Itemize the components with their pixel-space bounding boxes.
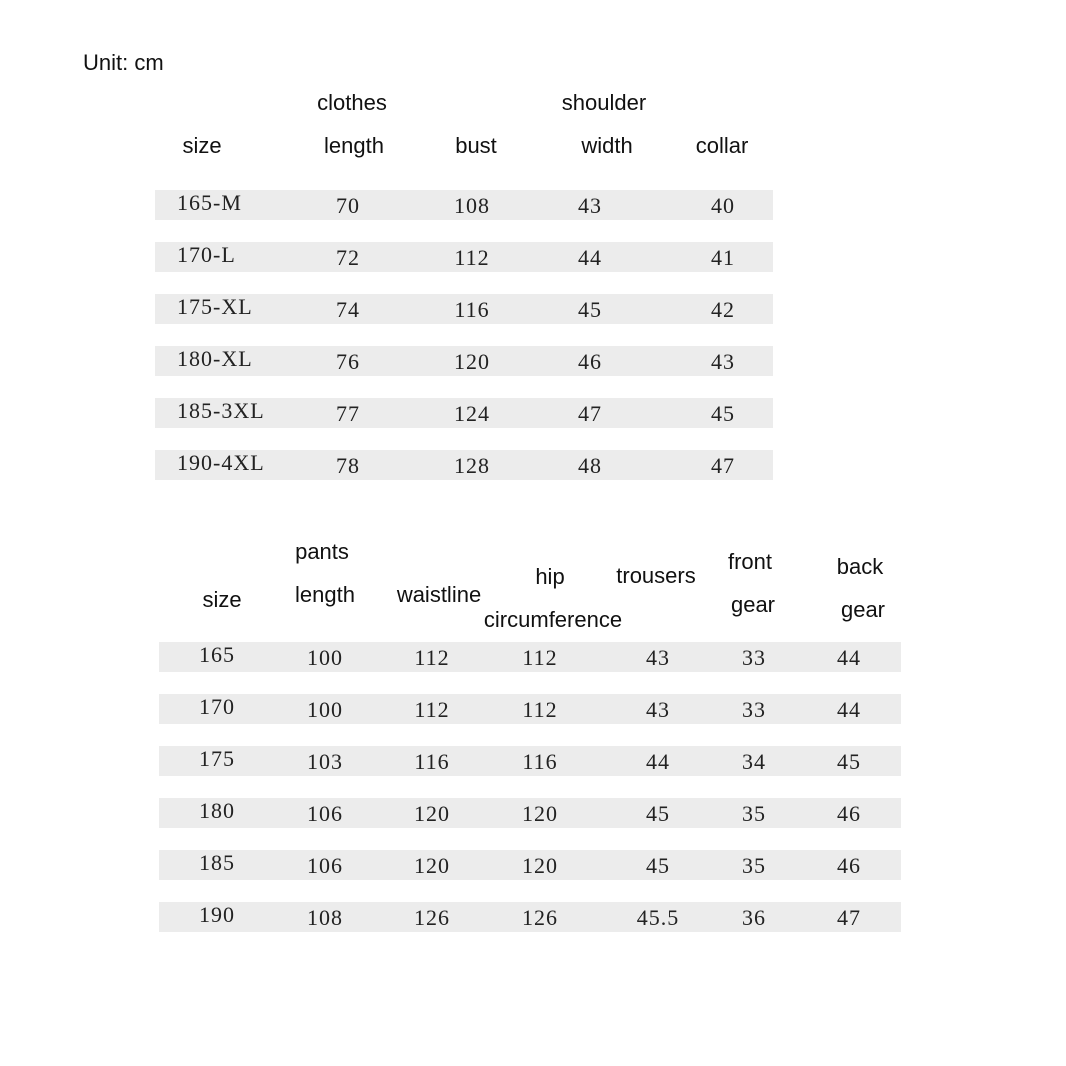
table-cell: 46 xyxy=(837,853,861,878)
bottom-header-back: back xyxy=(836,554,884,579)
table-cell: 120 xyxy=(414,801,450,826)
table-cell: 185-3XL xyxy=(177,398,265,423)
bottom-header-hip: hip xyxy=(535,564,565,589)
table-cell: 175 xyxy=(199,746,235,771)
table-cell: 128 xyxy=(454,453,490,478)
table-cell: 180 xyxy=(199,798,235,823)
table-cell: 112 xyxy=(414,697,450,722)
table-cell: 41 xyxy=(711,245,735,270)
table-cell: 112 xyxy=(522,645,558,670)
bottom-header-waistline: waistline xyxy=(396,582,482,607)
top-header-size: size xyxy=(182,133,222,158)
table-cell: 103 xyxy=(307,749,343,774)
table-cell: 33 xyxy=(742,697,766,722)
table-cell: 190-4XL xyxy=(177,450,265,475)
table-cell: 77 xyxy=(336,401,360,426)
table-cell: 47 xyxy=(837,905,861,930)
bottom-header-size: size xyxy=(202,587,242,612)
table-cell: 190 xyxy=(199,902,235,927)
table-cell: 112 xyxy=(414,645,450,670)
table-cell: 44 xyxy=(837,697,861,722)
table-cell: 46 xyxy=(837,801,861,826)
table-cell: 106 xyxy=(307,853,343,878)
bottom-header-trousers: trousers xyxy=(616,563,696,588)
table-cell: 42 xyxy=(711,297,735,322)
table-cell: 45 xyxy=(837,749,861,774)
table-cell: 45 xyxy=(578,297,602,322)
table-cell: 185 xyxy=(199,850,235,875)
table-cell: 165 xyxy=(199,642,235,667)
table-cell: 112 xyxy=(454,245,490,270)
unit-label: Unit: cm xyxy=(83,50,164,75)
table-cell: 116 xyxy=(522,749,558,774)
table-cell: 43 xyxy=(646,697,670,722)
table-cell: 35 xyxy=(742,801,766,826)
table-cell: 120 xyxy=(454,349,490,374)
table-cell: 44 xyxy=(578,245,602,270)
bottom-header-pants-length: length xyxy=(295,582,355,607)
table-cell: 175-XL xyxy=(177,294,253,319)
table-cell: 180-XL xyxy=(177,346,253,371)
table-cell: 170-L xyxy=(177,242,236,267)
table-cell: 108 xyxy=(454,193,490,218)
table-cell: 45 xyxy=(646,853,670,878)
table-cell: 72 xyxy=(336,245,360,270)
bottom-header-front-gear: gear xyxy=(730,592,776,617)
bottom-header-pants: pants xyxy=(295,539,349,564)
table-cell: 33 xyxy=(742,645,766,670)
table-cell: 116 xyxy=(454,297,490,322)
table-cell: 124 xyxy=(454,401,490,426)
table-cell: 165-M xyxy=(177,190,242,215)
table-cell: 35 xyxy=(742,853,766,878)
top-header-clothes: clothes xyxy=(317,90,387,115)
table-cell: 78 xyxy=(336,453,360,478)
table-cell: 45.5 xyxy=(636,905,680,930)
top-header-shoulder: shoulder xyxy=(561,90,647,115)
table-cell: 106 xyxy=(307,801,343,826)
table-cell: 43 xyxy=(711,349,735,374)
table-cell: 47 xyxy=(578,401,602,426)
table-cell: 43 xyxy=(578,193,602,218)
table-cell: 40 xyxy=(711,193,735,218)
table-cell: 108 xyxy=(307,905,343,930)
table-cell: 116 xyxy=(414,749,450,774)
table-cell: 74 xyxy=(336,297,360,322)
bottom-header-front: front xyxy=(727,549,773,574)
table-cell: 112 xyxy=(522,697,558,722)
table-cell: 120 xyxy=(522,801,558,826)
top-header-bust: bust xyxy=(455,133,497,158)
table-cell: 45 xyxy=(711,401,735,426)
table-cell: 48 xyxy=(578,453,602,478)
table-cell: 100 xyxy=(307,645,343,670)
top-header-collar: collar xyxy=(695,133,749,158)
table-cell: 36 xyxy=(742,905,766,930)
table-cell: 44 xyxy=(837,645,861,670)
table-cell: 170 xyxy=(199,694,235,719)
table-cell: 70 xyxy=(336,193,360,218)
table-cell: 126 xyxy=(522,905,558,930)
table-cell: 120 xyxy=(414,853,450,878)
top-header-width: width xyxy=(581,133,633,158)
bottom-header-circumference: circumference xyxy=(483,607,623,632)
table-cell: 46 xyxy=(578,349,602,374)
table-cell: 45 xyxy=(646,801,670,826)
table-cell: 76 xyxy=(336,349,360,374)
table-cell: 126 xyxy=(414,905,450,930)
table-cell: 43 xyxy=(646,645,670,670)
table-cell: 34 xyxy=(742,749,766,774)
top-header-length: length xyxy=(324,133,384,158)
table-cell: 100 xyxy=(307,697,343,722)
table-cell: 120 xyxy=(522,853,558,878)
bottom-header-back-gear: gear xyxy=(840,597,886,622)
table-cell: 47 xyxy=(711,453,735,478)
table-cell: 44 xyxy=(646,749,670,774)
